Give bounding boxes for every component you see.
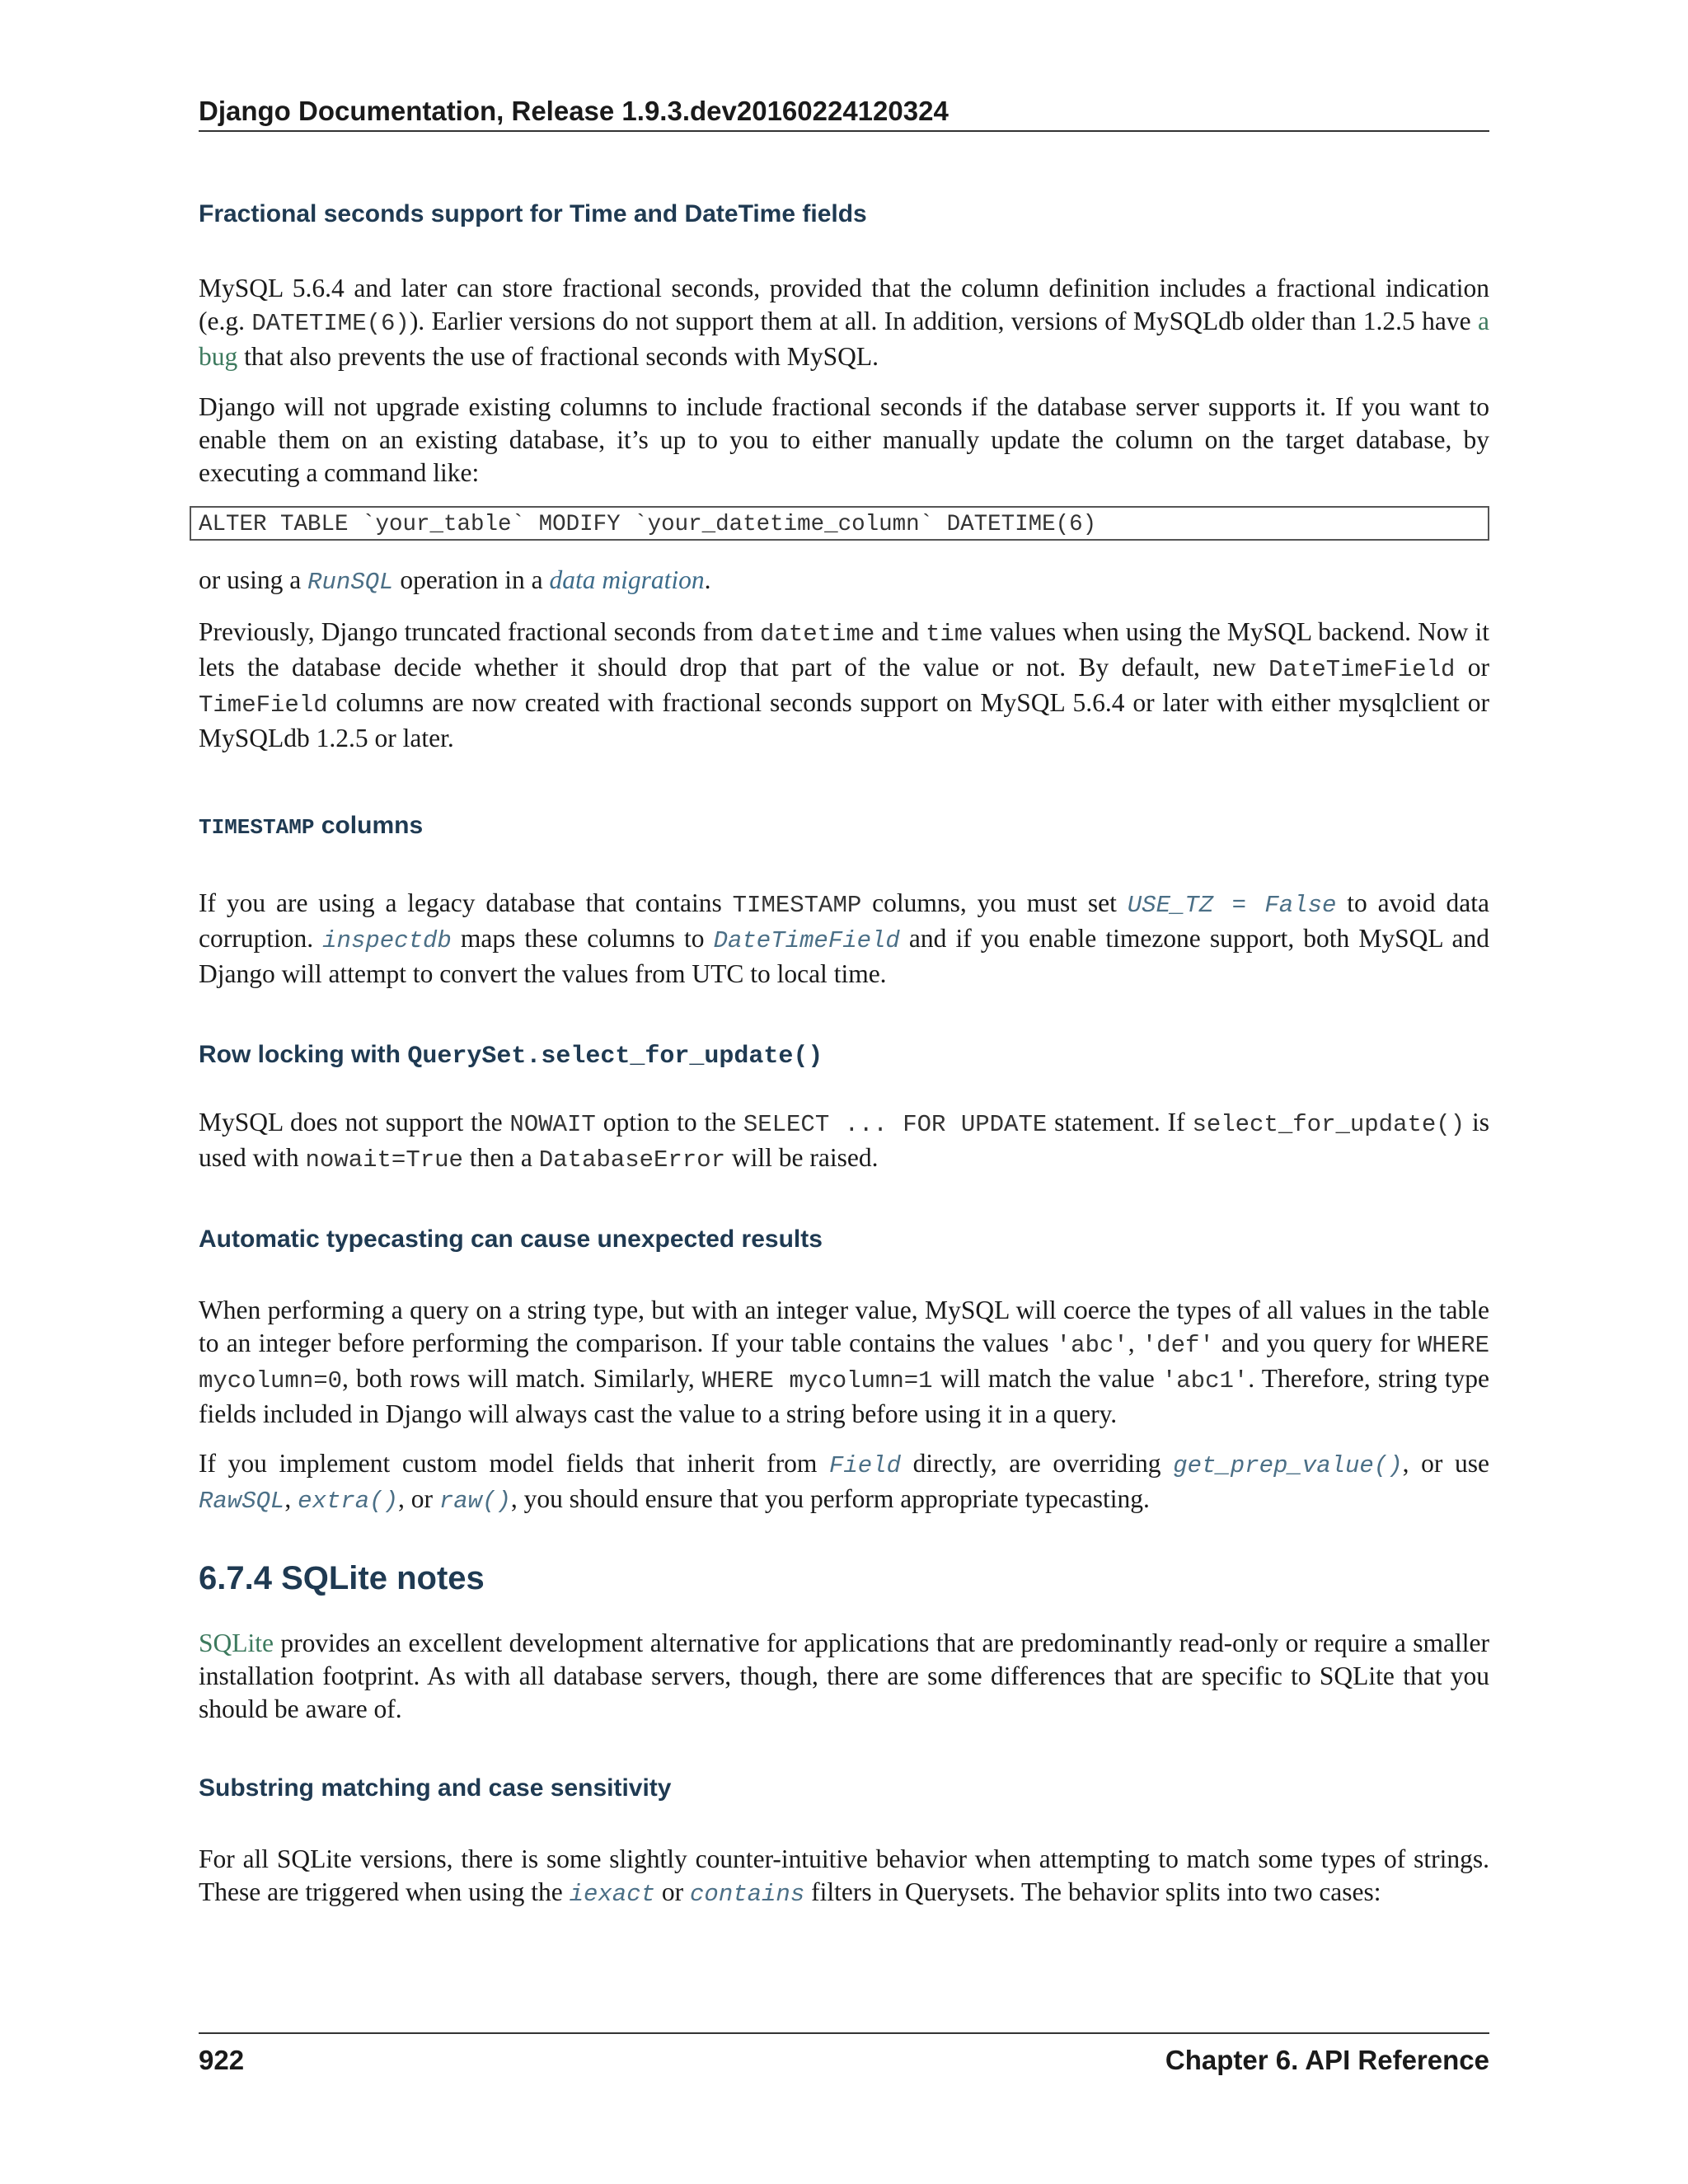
paragraph-typecasting-2 (199, 1447, 1489, 1518)
text: operation in a (393, 565, 550, 594)
text: , you should ensure that you perform appropriate typecasting. (510, 1484, 1150, 1513)
heading-sqlite-notes: 6.7.4 SQLite notes (199, 1560, 485, 1596)
text: and if you enable timezone support, both MySQL and Django will attempt to convert the values from UTC to local time. (199, 924, 1489, 988)
text: values when using the MySQL backend. Now it lets the database decide whether it should drop that part of the value or not. By default, new (199, 617, 1489, 682)
text: columns, you must set (861, 888, 1128, 917)
text: , or (398, 1484, 439, 1513)
text: statement. If (1047, 1108, 1193, 1137)
paragraph-sqlite (199, 1627, 1489, 1726)
paragraph-fractional-4 (199, 616, 1489, 755)
inline-code: DATETIME(6) (251, 310, 410, 337)
text: filters in Querysets. The behavior splits into two cases: (804, 1877, 1381, 1906)
inline-code: time (926, 621, 983, 648)
text: will be raised. (725, 1143, 879, 1172)
paragraph-timestamp (199, 887, 1489, 991)
text: MySQL 5.6.4 and later can store fractional seconds, provided that the column definition includes a fractional indication (e.g. (199, 274, 1489, 335)
text: or (655, 1877, 691, 1906)
heading-row-locking (199, 1038, 1489, 1073)
paragraph-row-locking (199, 1106, 1489, 1177)
inline-code: WHERE mycolumn=1 (701, 1367, 933, 1394)
heading-timestamp-columns (199, 809, 1489, 844)
text: When performing a query on a string type, but with an integer value, MySQL will coerce the types of all values in the table to an integer before performing the comparison. If your table contains the values (199, 1296, 1489, 1357)
text: , (1128, 1329, 1142, 1357)
link-use-tz[interactable]: USE_TZ = False (1127, 892, 1337, 919)
text: will match the value (932, 1364, 1162, 1393)
text: to avoid data corruption. (199, 888, 1489, 953)
heading-text: columns (314, 812, 424, 839)
text: , (284, 1484, 298, 1513)
page-content (199, 186, 1489, 1911)
link-a-bug[interactable]: a bug (199, 307, 1489, 371)
inline-code: NOWAIT (509, 1111, 596, 1138)
chapter-title: Chapter 6. API Reference (1165, 2045, 1489, 2075)
text: If you are using a legacy database that contains (199, 888, 733, 917)
running-footer (199, 2032, 1489, 2079)
page-number: 922 (199, 2045, 245, 2075)
heading-fractional-seconds: Fractional seconds support for Time and DateTime fields (199, 200, 867, 227)
text: option to the (595, 1108, 743, 1137)
text: maps these columns to (451, 924, 714, 953)
inline-code: DatabaseError (538, 1146, 726, 1174)
text: ). Earlier versions do not support them at all. In addition, versions of MySQLdb older than 1.2.5 have (409, 307, 1479, 335)
heading-typecasting: Automatic typecasting can cause unexpected results (199, 1226, 823, 1253)
link-runsql[interactable]: RunSQL (307, 569, 394, 596)
text: If you implement custom model fields that inherit from (199, 1449, 829, 1478)
paragraph-typecasting-1 (199, 1294, 1489, 1431)
code-block-alter-table: ALTER TABLE `your_table` MODIFY `your_datetime_column` DATETIME(6) (190, 506, 1489, 541)
text: is used with (199, 1108, 1489, 1172)
heading-substring-matching: Substring matching and case sensitivity (199, 1774, 672, 1802)
link-extra[interactable]: extra() (298, 1488, 398, 1515)
inline-code: datetime (760, 621, 875, 648)
inline-code: TIMESTAMP (732, 892, 862, 919)
inline-code: 'abc1' (1161, 1367, 1249, 1394)
link-datetimefield[interactable]: DateTimeField (713, 927, 900, 954)
link-iexact[interactable]: iexact (569, 1881, 656, 1908)
link-contains[interactable]: contains (690, 1881, 805, 1908)
link-rawsql[interactable]: RawSQL (199, 1488, 285, 1515)
text: provides an excellent development alternative for applications that are predominantly read-only or require a smaller installation footprint. As with all database servers, though, there are some differences that are specific to SQLite that you should be aware of. (199, 1629, 1489, 1723)
paragraph-fractional-1 (199, 272, 1489, 373)
link-field[interactable]: Field (828, 1452, 901, 1479)
running-header: Django Documentation, Release 1.9.3.dev20160224120324 (199, 92, 1489, 132)
text: then a (462, 1143, 539, 1172)
inline-code: 'abc' (1056, 1332, 1128, 1359)
link-raw[interactable]: raw() (438, 1488, 511, 1515)
inline-code: TimeField (199, 691, 328, 719)
text: . (704, 565, 711, 594)
link-inspectdb[interactable]: inspectdb (322, 927, 452, 954)
heading-text: Row locking with (199, 1041, 408, 1068)
text: and (874, 617, 926, 646)
inline-code: WHERE mycolumn=0 (199, 1332, 1489, 1394)
inline-code: select_for_update() (1192, 1111, 1465, 1138)
link-sqlite[interactable]: SQLite (199, 1629, 274, 1657)
text: , or use (1402, 1449, 1489, 1478)
text: Previously, Django truncated fractional seconds from (199, 617, 761, 646)
text: , both rows will match. Similarly, (342, 1364, 702, 1393)
text: and you query for (1213, 1329, 1418, 1357)
inline-code: DateTimeField (1268, 656, 1456, 683)
text: . Therefore, string type fields included in Django will always cast the value to a string before using it in a query. (199, 1364, 1490, 1428)
link-data-migration[interactable]: data migration (549, 565, 705, 594)
document-page (199, 0, 1489, 2184)
link-get-prep-value[interactable]: get_prep_value() (1173, 1452, 1403, 1479)
paragraph-substring (199, 1843, 1489, 1911)
text: that also prevents the use of fractional seconds with MySQL. (237, 342, 879, 371)
inline-code: nowait=True (305, 1146, 463, 1174)
paragraph-fractional-2: Django will not upgrade existing columns to include fractional seconds if the database server supports it. If you want to enable them on an existing database, it’s up to you to either manually update the column on the target database, by executing a command like: (199, 392, 1489, 487)
text: or (1455, 653, 1489, 682)
text: directly, are overriding (900, 1449, 1174, 1478)
text: For all SQLite versions, there is some slightly counter-intuitive behavior when attempting to match some types of strings. These are triggered when using the (199, 1844, 1489, 1906)
heading-code: QuerySet.select_for_update() (407, 1043, 823, 1071)
paragraph-fractional-3 (199, 564, 1489, 599)
text: columns are now created with fractional seconds support on MySQL 5.6.4 or later with either mysqlclient or MySQLdb 1.2.5 or later. (199, 688, 1489, 752)
heading-code: TIMESTAMP (199, 815, 315, 840)
inline-code: SELECT ... FOR UPDATE (743, 1111, 1048, 1138)
text: or using a (199, 565, 308, 594)
text: MySQL does not support the (199, 1108, 510, 1137)
inline-code: 'def' (1142, 1332, 1214, 1359)
